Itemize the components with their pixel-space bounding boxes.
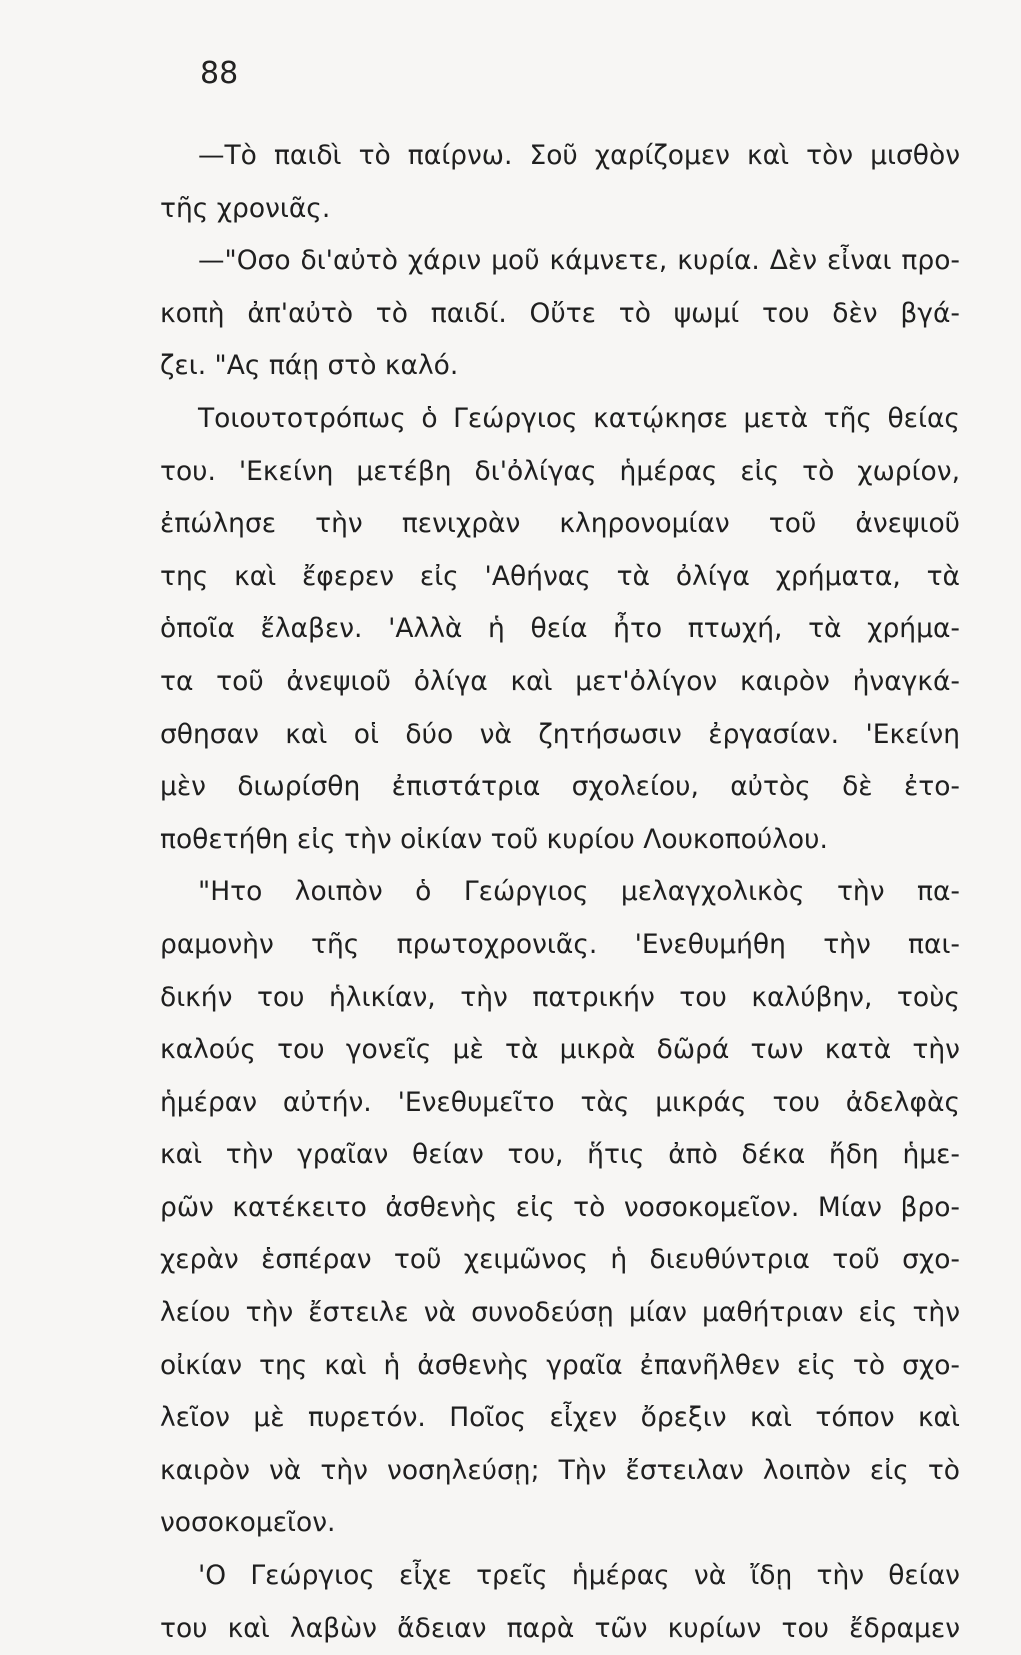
text-line: καὶ τὴν γραῖαν θείαν του, ἥτις ἀπὸ δέκα ἤδη ἡμε- — [160, 1139, 960, 1171]
text-line: κοπὴ ἀπ'αὐτὸ τὸ παιδί. Οὔτε τὸ ψωμί του δὲν βγά- — [160, 297, 960, 329]
text-line: τῆς χρονιᾶς. — [160, 192, 331, 224]
text-line: Τοιουτοτρόπως ὁ Γεώργιος κατῴκησε μετὰ τῆς θείας — [198, 402, 960, 434]
text-line: του. 'Εκείνη μετέβη δι'ὀλίγας ἡμέρας εἰς τὸ χωρίον, — [160, 455, 960, 487]
text-line: ζει. "Ας πάῃ στὸ καλό. — [160, 350, 459, 382]
text-line: σθησαν καὶ οἱ δύο νὰ ζητήσωσιν ἐργασίαν. 'Εκείνη — [160, 718, 960, 750]
text-line: ραμονὴν τῆς πρωτοχρονιᾶς. 'Ενεθυμήθη τὴν παι- — [160, 928, 960, 960]
text-line: "Ητο λοιπὸν ὁ Γεώργιος μελαγχολικὸς τὴν πα- — [198, 876, 960, 908]
text-line: καιρὸν νὰ τὴν νοσηλεύσῃ; Τὴν ἔστειλαν λοιπὸν εἰς τὸ — [160, 1454, 960, 1486]
text-line: οἰκίαν της καὶ ἡ ἀσθενὴς γραῖα ἐπανῆλθεν εἰς τὸ σχο- — [160, 1349, 960, 1381]
text-line: τα τοῦ ἀνεψιοῦ ὀλίγα καὶ μετ'ὀλίγον καιρὸν ἠναγκά- — [160, 665, 960, 697]
text-line: —Τὸ παιδὶ τὸ παίρνω. Σοῦ χαρίζομεν καὶ τὸν μισθὸν — [198, 140, 960, 171]
text-line: 'Ο Γεώργιος εἶχε τρεῖς ἡμέρας νὰ ἴδῃ τὴν θείαν — [198, 1560, 960, 1592]
text-line: νοσοκομεῖον. — [160, 1507, 336, 1539]
text-line: ὁποῖα ἔλαβεν. 'Αλλὰ ἡ θεία ἦτο πτωχή, τὰ χρήμα- — [160, 613, 960, 645]
text-line: ποθετήθη εἰς τὴν οἰκίαν τοῦ κυρίου Λουκοπούλου. — [160, 823, 828, 855]
text-line: λείου τὴν ἔστειλε νὰ συνοδεύσῃ μίαν μαθήτριαν εἰς τὴν — [160, 1297, 960, 1329]
page-number: 88 — [200, 56, 239, 91]
text-line: μὲν διωρίσθη ἐπιστάτρια σχολείου, αὐτὸς δὲ ἐτο- — [160, 771, 960, 803]
text-line: δικήν του ἡλικίαν, τὴν πατρικήν του καλύβην, τοὺς — [160, 981, 960, 1013]
text-line: της καὶ ἔφερεν εἰς 'Αθήνας τὰ ὀλίγα χρήματα, τὰ — [160, 560, 960, 592]
body-text — [160, 130, 960, 1655]
text-line: ἡμέραν αὐτήν. 'Ενεθυμεῖτο τὰς μικράς του ἀδελφὰς — [160, 1086, 960, 1118]
text-line: —"Οσο δι'αὐτὸ χάριν μοῦ κάμνετε, κυρία. Δὲν εἶναι προ- — [198, 245, 960, 277]
text-line: ρῶν κατέκειτο ἀσθενὴς εἰς τὸ νοσοκομεῖον. Μίαν βρο- — [160, 1191, 960, 1223]
text-line: καλούς του γονεῖς μὲ τὰ μικρὰ δῶρά των κατὰ τὴν — [160, 1034, 960, 1066]
text-line: χερὰν ἑσπέραν τοῦ χειμῶνος ἡ διευθύντρια τοῦ σχο- — [160, 1244, 960, 1276]
text-line: λεῖον μὲ πυρετόν. Ποῖος εἶχεν ὄρεξιν καὶ τόπον καὶ — [160, 1402, 960, 1434]
text-line: ἐπώλησε τὴν πενιχρὰν κληρονομίαν τοῦ ἀνεψιοῦ — [160, 508, 960, 540]
text-line: του καὶ λαβὼν ἄδειαν παρὰ τῶν κυρίων του ἔδραμεν — [160, 1612, 960, 1644]
